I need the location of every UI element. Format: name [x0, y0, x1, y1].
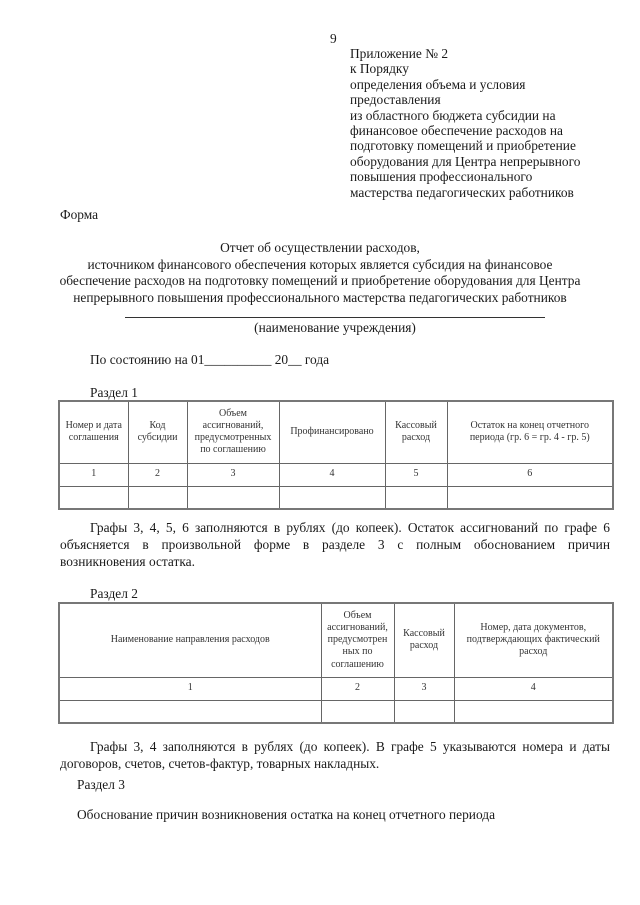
note-line: возникновения остатка.: [60, 553, 195, 569]
page-number: 9: [330, 31, 337, 46]
table-row: [59, 486, 613, 509]
column-number: 3: [187, 463, 279, 486]
table-cell-input[interactable]: [128, 486, 187, 509]
column-number: 1: [59, 677, 321, 700]
section-1-label: Раздел 1: [90, 385, 138, 400]
table-header-row: [59, 603, 613, 677]
table-cell-input[interactable]: [394, 700, 454, 723]
section-2-note: [60, 739, 610, 773]
column-number: 2: [128, 463, 187, 486]
column-header: Номер, дата документов, подтверждающих фактический расход: [454, 603, 613, 677]
form-label: Форма: [60, 207, 99, 222]
appendix-line: мастерства педагогических работников: [350, 184, 574, 200]
appendix-line: предоставления: [350, 92, 441, 108]
title-line: источником финансового обеспечения которых является субсидия на финансовое: [87, 256, 553, 272]
title-line: Отчет об осуществлении расходов,: [220, 240, 420, 255]
table-cell-input[interactable]: [187, 486, 279, 509]
table-cell-input[interactable]: [279, 486, 385, 509]
appendix-reference: [350, 46, 580, 200]
note-line: объясняется в произвольной форме в разделе 3 с полным обоснованием причин: [60, 536, 610, 552]
column-header: Объем ассигнований, предусмотрен ных по соглашению: [321, 603, 394, 677]
table-cell-input[interactable]: [385, 486, 447, 509]
title-line: обеспечение расходов на подготовку помещений и приобретение оборудования для Центра: [59, 273, 581, 288]
appendix-line: Приложение № 2: [350, 46, 449, 61]
column-header: Объем ассигнований, предусмотренных по соглашению: [187, 401, 279, 463]
note-line: Графы 3, 4 заполняются в рублях (до копеек). В графе 5 указываются номера и даты: [90, 739, 610, 754]
table-cell-input[interactable]: [321, 700, 394, 723]
title-line: непрерывного повышения профессионального мастерства педагогических работников: [73, 289, 567, 305]
column-header: Остаток на конец отчетного периода (гр. 6 = гр. 4 - гр. 5): [447, 401, 613, 463]
column-header: Номер и дата соглашения: [59, 401, 128, 463]
appendix-line: оборудования для Центра непрерывного: [350, 153, 581, 169]
note-line: Графы 3, 4, 5, 6 заполняются в рублях (до копеек). Остаток ассигнований по графе 6: [90, 520, 610, 535]
section-1-note: [60, 520, 610, 570]
table-cell-input[interactable]: [447, 486, 613, 509]
column-header: Код субсидии: [128, 401, 187, 463]
column-number: 4: [454, 677, 613, 700]
table-cell-input[interactable]: [454, 700, 613, 723]
as-of-date-field[interactable]: По состоянию на 01__________ 20__ года: [90, 352, 330, 367]
column-number: 5: [385, 463, 447, 486]
table-cell-input[interactable]: [59, 486, 128, 509]
column-number-row: [59, 463, 613, 486]
appendix-line: подготовку помещений и приобретение: [350, 138, 576, 154]
column-header: Кассовый расход: [385, 401, 447, 463]
appendix-line: финансовое обеспечение расходов на: [350, 123, 563, 139]
appendix-line: повышения профессионального: [350, 169, 533, 185]
organization-name-field[interactable]: [125, 317, 545, 318]
organization-caption: (наименование учреждения): [254, 320, 416, 335]
column-number: 6: [447, 463, 613, 486]
section-3-text: Обоснование причин возникновения остатка на конец отчетного периода: [77, 807, 496, 822]
section-3-label: Раздел 3: [77, 777, 125, 792]
note-line: договоров, счетов, счетов-фактур, товарных накладных.: [60, 755, 380, 771]
appendix-line: к Порядку: [350, 61, 409, 77]
column-header: Наименование направления расходов: [59, 603, 321, 677]
section-1-table: [58, 400, 614, 510]
column-header: Кассовый расход: [394, 603, 454, 677]
column-number-row: [59, 677, 613, 700]
column-number: 4: [279, 463, 385, 486]
report-title: [40, 240, 600, 306]
section-2-table: [58, 602, 614, 724]
table-header-row: [59, 401, 613, 463]
column-number: 2: [321, 677, 394, 700]
column-number: 3: [394, 677, 454, 700]
column-number: 1: [59, 463, 128, 486]
column-header: Профинансировано: [279, 401, 385, 463]
table-cell-input[interactable]: [59, 700, 321, 723]
appendix-line: определения объема и условия: [350, 76, 526, 92]
appendix-line: из областного бюджета субсидии на: [350, 107, 556, 123]
table-row: [59, 700, 613, 723]
section-2-label: Раздел 2: [90, 586, 138, 601]
